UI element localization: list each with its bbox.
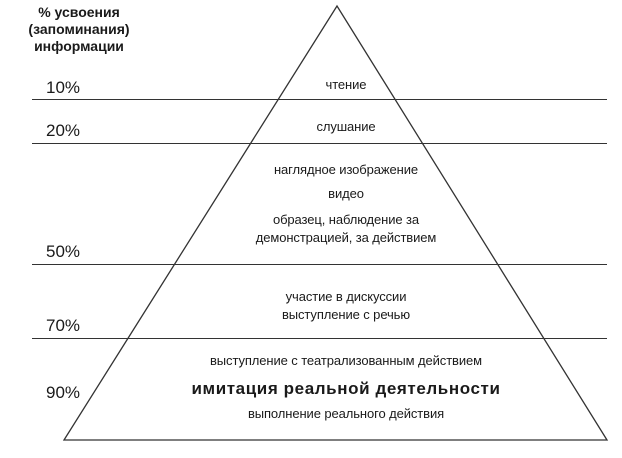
level-reading: чтение <box>325 77 367 92</box>
level-listening: слушание <box>316 119 376 134</box>
percent-label-90: 90% <box>46 383 81 402</box>
level-discussion-line-2: выступление с речью <box>281 307 411 322</box>
percent-label-20: 20% <box>46 121 81 140</box>
percent-label-50: 50% <box>46 242 81 261</box>
percent-label-10: 10% <box>46 78 81 97</box>
level-visual: наглядное изображение <box>273 162 419 177</box>
level-imitation: имитация реальной деятельности <box>191 379 501 398</box>
axis-title-line-2: (запоминания) <box>28 21 130 37</box>
level-demo-line-2: демонстрацией, за действием <box>255 230 437 245</box>
level-discussion-line-1: участие в дискуссии <box>285 289 407 304</box>
percent-label-70: 70% <box>46 316 81 335</box>
level-video: видео <box>328 186 364 201</box>
level-demo-line-1: образец, наблюдение за <box>272 212 420 227</box>
level-theatrical: выступление с театрализованным действием <box>210 353 482 368</box>
level-real-action: выполнение реального действия <box>247 406 445 421</box>
axis-title <box>4 4 154 55</box>
axis-title-line-3: информации <box>34 38 124 54</box>
axis-title-line-1: % усвоения <box>38 4 120 20</box>
level-divider-70 <box>32 338 607 339</box>
level-divider-20 <box>32 143 607 144</box>
level-divider-50 <box>32 264 607 265</box>
level-divider-10 <box>32 99 607 100</box>
